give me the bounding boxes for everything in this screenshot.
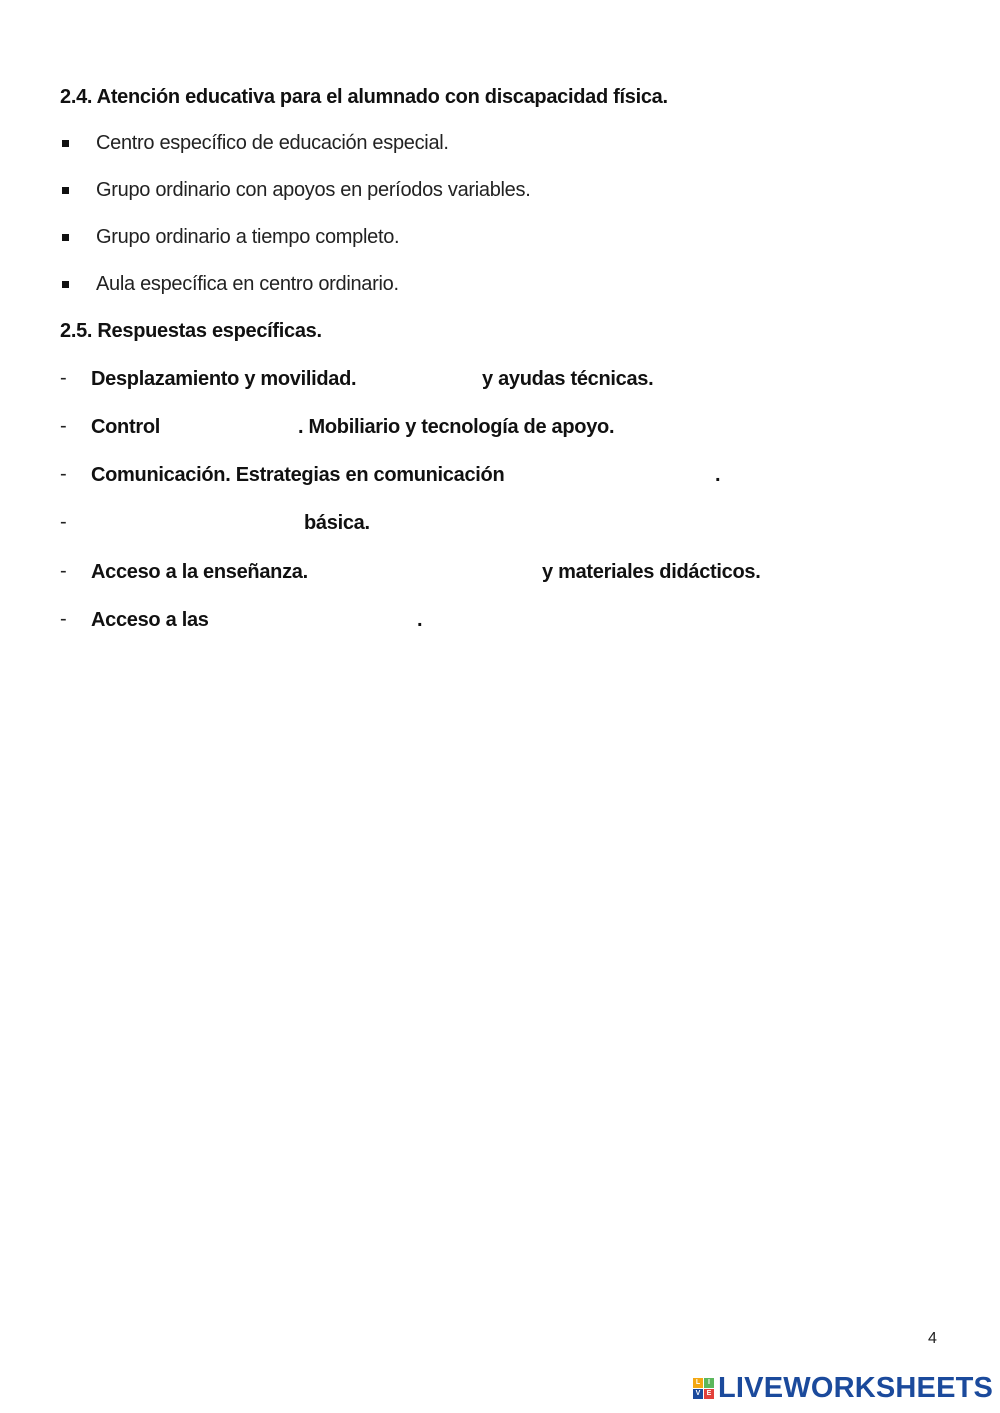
bullet-icon [62,187,69,194]
liveworksheets-wordmark: LIVEWORKSHEETS [718,1371,994,1404]
item-acceso-ensenanza-label: Acceso a la enseñanza. [91,561,308,583]
item-acceso-las-label: Acceso a las [91,609,209,631]
option-aula-especifica: Aula específica en centro ordinario. [96,273,399,295]
section-2-5-heading: 2.5. Respuestas específicas. [60,320,322,342]
bullet-icon [62,234,69,241]
item-acceso-las-suffix: . [417,609,423,631]
dash-marker: - [60,463,67,485]
logo-letter-e: E [704,1389,714,1399]
item-control-label: Control [91,416,160,438]
item-control-suffix: . Mobiliario y tecnología de apoyo. [298,416,615,438]
bullet-icon [62,281,69,288]
dash-marker: - [60,560,67,582]
item-basica-suffix: básica. [304,512,370,534]
item-desplazamiento-label: Desplazamiento y movilidad. [91,368,357,390]
item-desplazamiento-suffix: y ayudas técnicas. [482,368,654,390]
answer-blank-5[interactable] [304,559,540,587]
answer-blank-4[interactable] [91,510,303,538]
answer-blank-1[interactable] [350,366,480,394]
option-grupo-ordinario-apoyos: Grupo ordinario con apoyos en períodos variables. [96,179,531,201]
answer-blank-3[interactable] [492,462,714,490]
item-comunicacion-suffix: . [715,464,721,486]
dash-marker: - [60,511,67,533]
dash-marker: - [60,415,67,437]
option-grupo-ordinario-completo: Grupo ordinario a tiempo completo. [96,226,400,248]
option-centro-especifico: Centro específico de educación especial. [96,132,449,154]
dash-marker: - [60,608,67,630]
answer-blank-2[interactable] [163,414,299,442]
answer-blank-6[interactable] [208,607,418,635]
section-2-4-heading: 2.4. Atención educativa para el alumnado con discapacidad física. [60,86,668,108]
logo-letter-v: V [693,1389,703,1399]
page-number: 4 [928,1330,937,1347]
item-comunicacion-label: Comunicación. Estrategias en comunicación [91,464,505,486]
logo-letter-i: I [704,1378,714,1388]
item-acceso-ensenanza-suffix: y materiales didácticos. [542,561,761,583]
bullet-icon [62,140,69,147]
logo-letter-l: L [693,1378,703,1388]
liveworksheets-logo [693,1372,993,1404]
liveworksheets-logo-icon [693,1378,714,1399]
dash-marker: - [60,367,67,389]
